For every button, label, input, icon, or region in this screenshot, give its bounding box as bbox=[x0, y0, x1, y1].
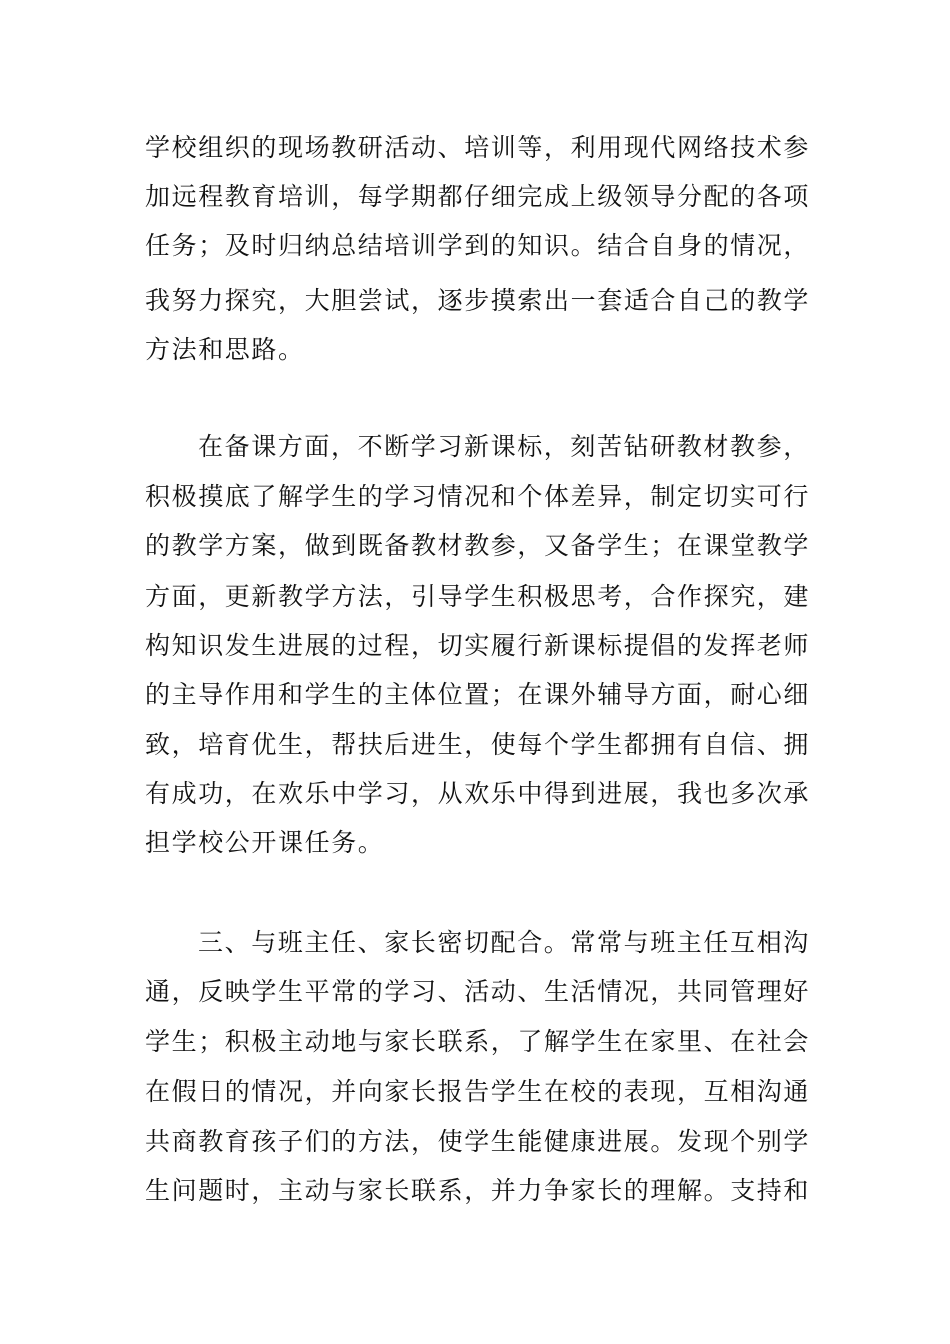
paragraph-2-line-7: 致，培育优生，帮扶后进生，使每个学生都拥有自信、拥 bbox=[145, 730, 811, 759]
paragraph-3-line-3: 学生；积极主动地与家长联系，了解学生在家里、在社会 bbox=[145, 1027, 811, 1056]
paragraph-2-line-1: 在备课方面，不断学习新课标，刻苦钻研教材教参， bbox=[198, 432, 810, 461]
paragraph-1-line-2: 加远程教育培训，每学期都仔细完成上级领导分配的各项 bbox=[145, 182, 811, 211]
paragraph-3-line-5: 共商教育孩子们的方法，使学生能健康进展。发现个别学 bbox=[145, 1127, 811, 1156]
paragraph-3-line-1: 三、与班主任、家长密切配合。常常与班主任互相沟 bbox=[198, 928, 810, 957]
paragraph-3-line-4: 在假日的情况，并向家长报告学生在校的表现，互相沟通 bbox=[145, 1077, 811, 1106]
paragraph-2-line-8: 有成功，在欢乐中学习，从欢乐中得到进展，我也多次承 bbox=[145, 779, 811, 808]
paragraph-2-line-9: 担学校公开课任务。 bbox=[145, 828, 385, 857]
paragraph-1-line-4: 我努力探究，大胆尝试，逐步摸索出一套适合自己的教学 bbox=[145, 286, 811, 315]
paragraph-2-line-3: 的教学方案，做到既备教材教参，又备学生；在课堂教学 bbox=[145, 531, 811, 560]
paragraph-2-line-5: 构知识发生进展的过程，切实履行新课标提倡的发挥老师 bbox=[145, 631, 811, 660]
paragraph-3-line-6: 生问题时，主动与家长联系，并力争家长的理解。支持和 bbox=[145, 1176, 811, 1205]
paragraph-1-line-5: 方法和思路。 bbox=[145, 335, 305, 364]
paragraph-3-line-2: 通，反映学生平常的学习、活动、生活情况，共同管理好 bbox=[145, 977, 811, 1006]
paragraph-2-line-2: 积极摸底了解学生的学习情况和个体差异，制定切实可行 bbox=[145, 482, 811, 511]
paragraph-1-line-3: 任务；及时归纳总结培训学到的知识。结合自身的情况， bbox=[145, 231, 811, 260]
paragraph-2-line-6: 的主导作用和学生的主体位置；在课外辅导方面，耐心细 bbox=[145, 680, 811, 709]
paragraph-2-line-4: 方面，更新教学方法，引导学生积极思考，合作探究，建 bbox=[145, 582, 811, 611]
paragraph-1-line-1: 学校组织的现场教研活动、培训等，利用现代网络技术参 bbox=[145, 133, 811, 162]
